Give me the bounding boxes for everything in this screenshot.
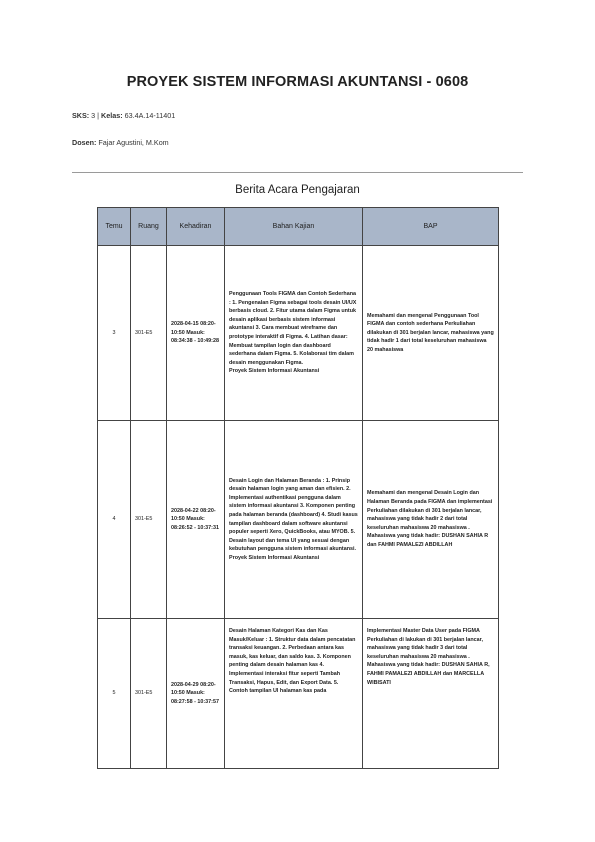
- table-header-row: [98, 208, 499, 246]
- table-row: [98, 246, 499, 421]
- bap-cell: Memahami dan mengenal Desain Login dan Halaman Beranda pada FIGMA dan implementasi Perkuliahan dilakukan di 301 berjalan lancar, mahasiswa yang tidak hadir 2 dari total keseluruhan mahasiswa 20 mahasiswa . Mahasiswa yang tidak hadir: DUSHAN SAHIA R dan FAHMI PAMALEZI ABDILLAH: [363, 421, 499, 619]
- header-kehadiran: Kehadiran: [167, 208, 225, 246]
- page-title: PROYEK SISTEM INFORMASI AKUNTANSI - 0608: [126, 74, 469, 90]
- ruang-cell: 301-E5: [131, 619, 167, 769]
- bahan-kajian-text: Penggunaan Tools FIGMA dan Contoh Sederhana : 1. Pengenalan Figma sebagai tools desain UI/UX berbasis cloud. 2. Fitur utama dalam Figma untuk desain aplikasi berbasis sistem informasi akuntansi 3. Cara membuat wireframe dan prototype interaktif di Figma. 4. Latihan dasar: Membuat tampilan login dan dashboard sederhana dalam Figma. 5. Kolaborasi tim dalam desain menggunakan Figma.: [229, 291, 357, 366]
- bahan-kajian-cell: [225, 246, 363, 421]
- table-row: [98, 619, 499, 769]
- dosen-value: Fajar Agustini, M.Kom: [96, 138, 169, 147]
- bap-table: [97, 207, 499, 769]
- section-title: Berita Acara Pengajaran: [235, 184, 360, 196]
- header-ruang: Ruang: [131, 208, 167, 246]
- bap-cell: Implementasi Master Data User pada FIGMA Perkuliahan di lakukan di 301 berjalan lancar, mahasiswa yang tidak hadir 3 dari total keseluruhan mahasiswa 20 mahasiswa . Mahasiswa yang tidak hadir: DUSHAN SAHIA R, FAHMI PAMALEZI ABDILLAH dan MARCELLA WIBISATI: [363, 619, 499, 769]
- lecturer-meta: [72, 138, 169, 147]
- bap-cell: Memahami dan mengenal Penggunaan Tool FIGMA dan contoh sederhana Perkuliahan dilakukan di 301 berjalan lancar, mahasiswa yang tidak hadir 1 dari total keseluruhan mahasiswa 20 mahasiswa: [363, 246, 499, 421]
- bahan-kajian-text: Desain Login dan Halaman Beranda : 1. Prinsip desain halaman login yang aman dan efisien. 2. Implementasi authentikasi pengguna dalam sistem informasi akuntansi 3. Komponen penting pada halaman beranda (dashboard) 4. Studi kasus tampilan dashboard dalam software akuntansi populer seperti Xero, QuickBooks, atau MYOB. 5. Desain layout dan tema UI yang sesuai dengan kebutuhan pengguna sistem informasi akuntansi.: [229, 477, 358, 553]
- sks-label: SKS:: [72, 111, 90, 120]
- dosen-label: Dosen:: [72, 138, 97, 147]
- temu-cell: 3: [98, 246, 131, 421]
- bahan-kajian-course: Proyek Sistem Informasi Akuntansi: [229, 554, 320, 561]
- kelas-label: Kelas:: [101, 111, 123, 120]
- divider: [72, 172, 523, 173]
- course-meta: [72, 111, 175, 120]
- sks-value: 3 |: [89, 111, 102, 120]
- kehadiran-cell: 2028-04-22 08:20-10:50 Masuk: 08:26:52 - 10:37:31: [167, 421, 225, 619]
- ruang-cell: 301-E5: [131, 246, 167, 421]
- bahan-kajian-text: Desain Halaman Kategori Kas dan Kas Masuk/Keluar : 1. Struktur data dalam pencatatan transaksi keuangan. 2. Perbedaan antara kas masuk, kas keluar, dan saldo kas. 3. Komponen penting dalam desain halaman kas 4. Implementasi interaksi fitur seperti Tambah Transaksi, Hapus, Edit, dan Export Data. 5. Contoh tampilan UI halaman kas pada: [229, 628, 356, 695]
- bahan-kajian-course: Proyek Sistem Informasi Akuntansi: [229, 368, 320, 375]
- kelas-value: 63.4A.14-11401: [122, 111, 176, 120]
- bahan-kajian-cell: [225, 619, 363, 769]
- header-bahan-kajian: Bahan Kajian: [225, 208, 363, 246]
- kehadiran-cell: 2028-04-15 08:20-10:50 Masuk: 08:34:38 - 10:49:28: [167, 246, 225, 421]
- header-temu: Temu: [98, 208, 131, 246]
- header-bap: BAP: [363, 208, 499, 246]
- ruang-cell: 301-E5: [131, 421, 167, 619]
- temu-cell: 4: [98, 421, 131, 619]
- table-row: [98, 421, 499, 619]
- temu-cell: 5: [98, 619, 131, 769]
- kehadiran-cell: 2028-04-29 08:20-10:50 Masuk: 08:27:58 - 10:37:57: [167, 619, 225, 769]
- bahan-kajian-cell: [225, 421, 363, 619]
